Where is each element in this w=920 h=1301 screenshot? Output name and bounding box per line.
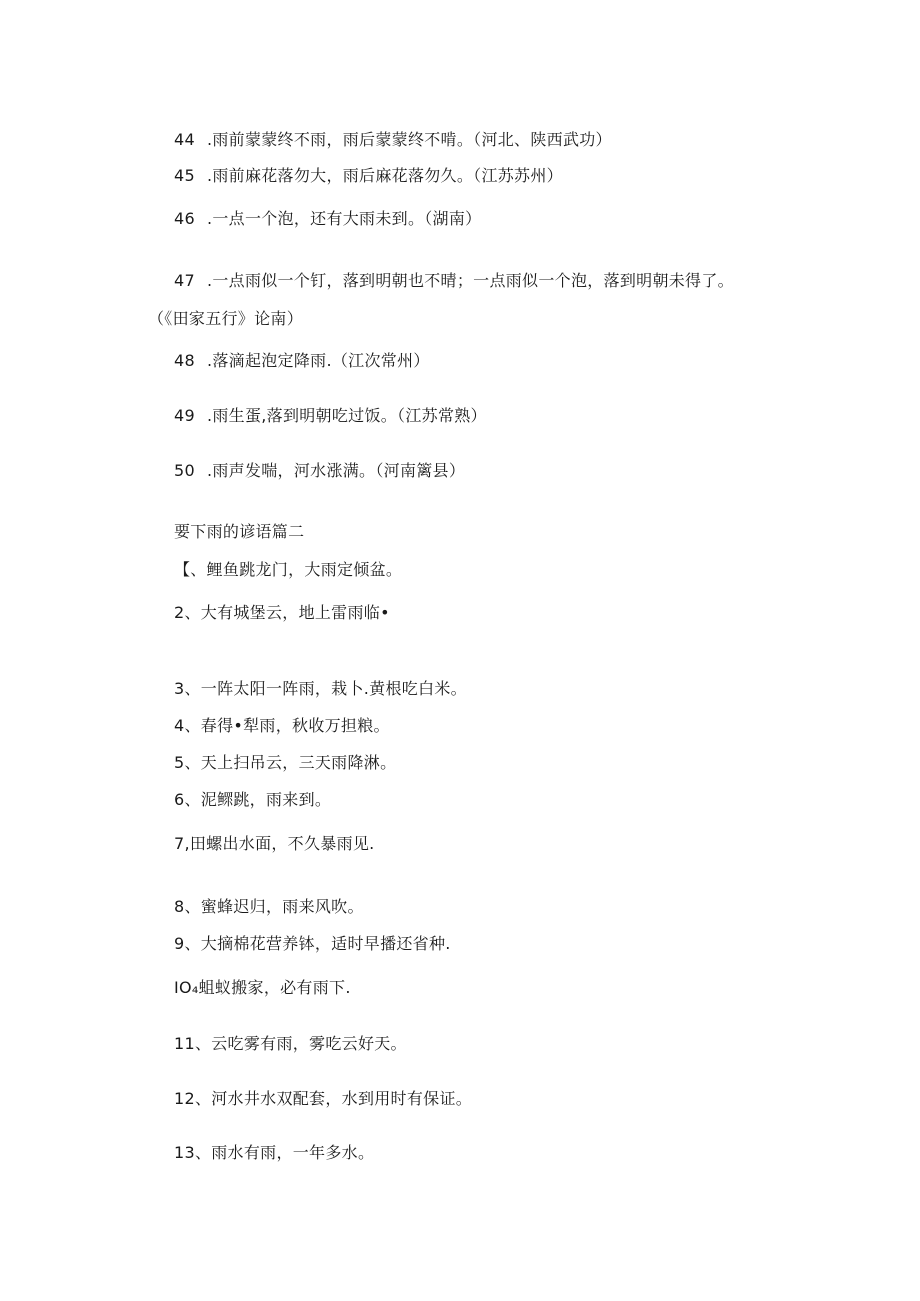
item-number: 46 [174,209,195,228]
item-text: .落滴起泡定降雨.（江次常州） [206,351,430,370]
proverb-2-2: 2、大有城堡云，地上雷雨临• [174,603,390,622]
item-text: .雨前蒙蒙终不雨，雨后蒙蒙终不啃。（河北、陕西武功） [206,130,612,149]
item-number: 47 [174,271,195,290]
item-text: .一点雨似一个钉，落到明朝也不晴；一点雨似一个泡，落到明朝未得了。 [206,271,734,290]
item-number: 49 [174,406,195,425]
proverb-2-10: IO₄蛆蚁搬家，必有雨下. [174,978,351,997]
proverb-2-11: 11、云吃雾有雨，雾吃云好天。 [174,1034,407,1053]
proverb-2-9: 9、大摘棉花营养钵，适时早播还省种. [174,934,451,953]
item-text: .雨前麻花落勿大，雨后麻花落勿久。（江苏苏州） [206,166,563,185]
proverb-2-12: 12、河水井水双配套，水到用时有保证。 [174,1089,473,1108]
item-number: 48 [174,351,195,370]
proverb-2-7: 7,田螺出水面，不久暴雨见. [174,834,375,853]
item-number: 45 [174,166,195,185]
item-text: .一点一个泡，还有大雨未到。（湖南） [206,209,482,228]
section-heading: 要下雨的谚语篇二 [174,522,305,541]
proverb-45 [174,166,563,186]
proverb-2-4: 4、春得•犁雨，秋收万担粮。 [174,716,390,735]
proverb-44 [174,130,612,150]
proverb-47 [174,271,734,291]
proverb-2-1: 【、鲤鱼跳龙门，大雨定倾盆。 [174,560,403,579]
item-number: 50 [174,461,195,480]
item-text: .雨生蛋,落到明朝吃过饭。（江苏常熟） [206,406,487,425]
proverb-50 [174,461,465,481]
proverb-2-3: 3、一阵太阳一阵雨，栽卜.黄根吃白米。 [174,679,467,698]
proverb-2-8: 8、蜜蜂迟归，雨来风吹。 [174,897,364,916]
proverb-2-5: 5、天上扫吊云，三天雨降淋。 [174,753,397,772]
proverb-46 [174,209,481,229]
proverb-2-6: 6、泥鳏跳，雨来到。 [174,790,332,809]
proverb-2-13: 13、雨水有雨，一年多水。 [174,1143,375,1162]
item-text: .雨声发喘，河水涨满。（河南篱县） [206,461,466,480]
proverb-49 [174,406,487,426]
item-number: 44 [174,130,195,149]
proverb-48 [174,351,430,371]
proverb-47-continuation: （《田家五行》论南） [148,309,304,328]
